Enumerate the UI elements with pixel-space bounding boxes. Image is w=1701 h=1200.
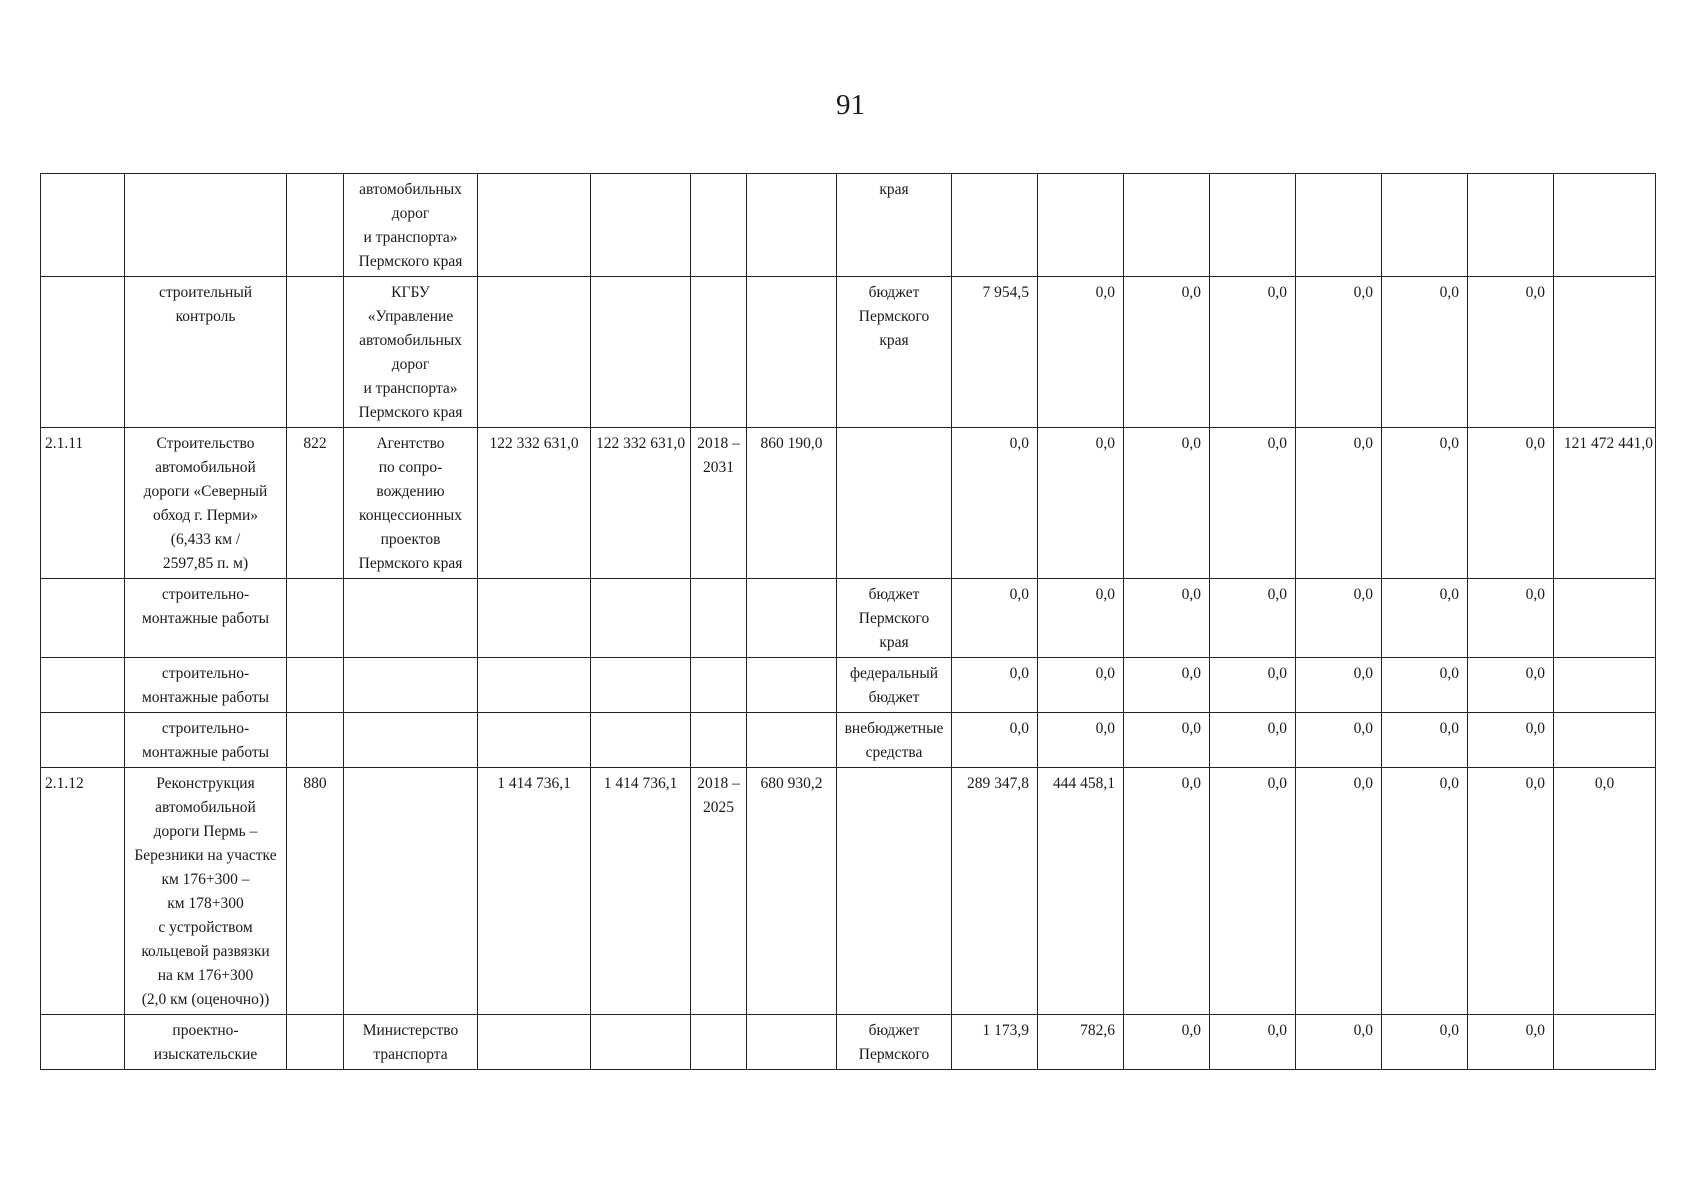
total-cost-cell <box>478 579 591 658</box>
cell-text: проектно- изыскательские <box>153 1022 258 1063</box>
cell-text: 0,0 <box>1439 586 1459 603</box>
cell-text: 0,0 <box>1525 586 1545 603</box>
cell-text: 289 347,8 <box>967 775 1029 792</box>
cell-text: автомобильных дорог и транспорта» Пермского края <box>358 181 463 270</box>
cell-text: Министерство транспорта <box>362 1022 459 1063</box>
estimated-cost-cell <box>591 713 691 768</box>
year-6-cell <box>1382 174 1468 277</box>
cell-text: 0,0 <box>1009 665 1029 682</box>
activity-name-cell <box>125 428 287 579</box>
year-4-cell <box>1210 277 1296 428</box>
year-3-cell <box>1124 713 1210 768</box>
cell-text: 0,0 <box>1439 665 1459 682</box>
table-row <box>41 428 1656 579</box>
year-5-cell <box>1296 579 1382 658</box>
cell-text: 0,0 <box>1181 775 1201 792</box>
cell-text: 1 414 736,1 <box>497 775 571 792</box>
year-8-cell <box>1554 1015 1656 1070</box>
estimated-cost-cell <box>591 658 691 713</box>
year-6-cell <box>1382 713 1468 768</box>
year-6-cell <box>1382 277 1468 428</box>
funding-source-cell <box>837 713 952 768</box>
cell-text: 0,0 <box>1525 775 1545 792</box>
table-row <box>41 713 1656 768</box>
estimated-cost-cell <box>591 1015 691 1070</box>
row-number-cell <box>41 658 125 713</box>
cell-text: 0,0 <box>1095 586 1115 603</box>
year-4-cell <box>1210 768 1296 1015</box>
cell-text: КГБУ «Управление автомобильных дорог и транспорта» Пермского края <box>358 284 463 421</box>
cell-text: 0,0 <box>1525 284 1545 301</box>
program-funding-table <box>40 173 1656 1070</box>
code-cell <box>287 713 344 768</box>
period-cell <box>691 768 747 1015</box>
estimated-cost-cell <box>591 174 691 277</box>
year-7-cell <box>1468 713 1554 768</box>
year-3-cell <box>1124 1015 1210 1070</box>
estimated-cost-cell <box>591 579 691 658</box>
cell-text: 0,0 <box>1267 435 1287 452</box>
executor-cell <box>344 174 478 277</box>
row-number-cell <box>41 277 125 428</box>
cell-text: Агентство по сопро- вождению концессионных проектов Пермского края <box>358 435 463 572</box>
period-cell <box>691 277 747 428</box>
cell-text: 0,0 <box>1525 435 1545 452</box>
year-8-cell <box>1554 428 1656 579</box>
row-number-cell <box>41 713 125 768</box>
year-3-cell <box>1124 768 1210 1015</box>
cell-text: бюджет Пермского края <box>858 284 930 349</box>
cell-text: 0,0 <box>1353 1022 1373 1039</box>
code-cell <box>287 1015 344 1070</box>
total-cost-cell <box>478 1015 591 1070</box>
total-cost-cell <box>478 713 591 768</box>
period-cell <box>691 579 747 658</box>
prior-financing-cell <box>747 1015 837 1070</box>
cell-text: 0,0 <box>1267 720 1287 737</box>
cell-text: 0,0 <box>1439 720 1459 737</box>
cell-text: 0,0 <box>1181 586 1201 603</box>
code-cell <box>287 277 344 428</box>
table-row <box>41 1015 1656 1070</box>
year-8-cell <box>1554 768 1656 1015</box>
year-5-cell <box>1296 658 1382 713</box>
year-1-cell <box>952 428 1038 579</box>
cell-text: 0,0 <box>1439 435 1459 452</box>
cell-text: 0,0 <box>1181 435 1201 452</box>
row-number-cell <box>41 768 125 1015</box>
cell-text: 0,0 <box>1353 586 1373 603</box>
cell-text: 680 930,2 <box>760 775 823 792</box>
prior-financing-cell <box>747 277 837 428</box>
funding-source-cell <box>837 768 952 1015</box>
period-cell <box>691 1015 747 1070</box>
year-4-cell <box>1210 174 1296 277</box>
cell-text: 1 414 736,1 <box>603 775 678 792</box>
year-7-cell <box>1468 768 1554 1015</box>
cell-text: Строительство автомобильной дороги «Северный обход г. Перми» (6,433 км / 2597,85 п. м) <box>143 435 268 572</box>
year-7-cell <box>1468 277 1554 428</box>
cell-text: 0,0 <box>1181 284 1201 301</box>
cell-text: строительно- монтажные работы <box>141 720 270 761</box>
year-5-cell <box>1296 277 1382 428</box>
cell-text: 0,0 <box>1095 665 1115 682</box>
year-5-cell <box>1296 174 1382 277</box>
cell-text: бюджет Пермского <box>858 1022 930 1063</box>
cell-text: 1 173,9 <box>982 1022 1029 1039</box>
cell-text: 0,0 <box>1525 720 1545 737</box>
executor-cell <box>344 277 478 428</box>
year-7-cell <box>1468 658 1554 713</box>
total-cost-cell <box>478 428 591 579</box>
total-cost-cell <box>478 277 591 428</box>
year-4-cell <box>1210 713 1296 768</box>
prior-financing-cell <box>747 579 837 658</box>
cell-text: края <box>879 181 909 198</box>
cell-text: строительно- монтажные работы <box>141 665 270 706</box>
activity-name-cell <box>125 1015 287 1070</box>
cell-text: 0,0 <box>1095 435 1115 452</box>
year-1-cell <box>952 713 1038 768</box>
executor-cell <box>344 579 478 658</box>
year-7-cell <box>1468 579 1554 658</box>
year-2-cell <box>1038 768 1124 1015</box>
cell-text: 0,0 <box>1181 1022 1201 1039</box>
cell-text: 0,0 <box>1009 586 1029 603</box>
year-5-cell <box>1296 713 1382 768</box>
row-number-cell <box>41 579 125 658</box>
activity-name-cell <box>125 579 287 658</box>
code-cell <box>287 658 344 713</box>
year-5-cell <box>1296 768 1382 1015</box>
table-row <box>41 579 1656 658</box>
period-cell <box>691 658 747 713</box>
cell-text: 2018 – 2025 <box>697 775 740 816</box>
cell-text: 0,0 <box>1095 284 1115 301</box>
year-7-cell <box>1468 174 1554 277</box>
year-4-cell <box>1210 428 1296 579</box>
table-row <box>41 768 1656 1015</box>
year-1-cell <box>952 658 1038 713</box>
cell-text: 0,0 <box>1267 665 1287 682</box>
year-3-cell <box>1124 579 1210 658</box>
year-5-cell <box>1296 1015 1382 1070</box>
prior-financing-cell <box>747 658 837 713</box>
year-3-cell <box>1124 658 1210 713</box>
estimated-cost-cell <box>591 768 691 1015</box>
year-7-cell <box>1468 1015 1554 1070</box>
year-2-cell <box>1038 277 1124 428</box>
cell-text: внебюджетные средства <box>844 720 944 761</box>
cell-text: 0,0 <box>1181 665 1201 682</box>
activity-name-cell <box>125 658 287 713</box>
cell-text: 822 <box>303 435 327 452</box>
executor-cell <box>344 713 478 768</box>
cell-text: Реконструкция автомобильной дороги Пермь – Березники на участке км 176+300 – км 178+300 с устройством кольцевой развязки на км 176+300 (2,0 км (оценочно)) <box>134 775 277 1008</box>
cell-text: 2018 – 2031 <box>697 435 740 476</box>
cell-text: бюджет Пермского края <box>858 586 930 651</box>
year-5-cell <box>1296 428 1382 579</box>
cell-text: 0,0 <box>1439 1022 1459 1039</box>
year-3-cell <box>1124 174 1210 277</box>
year-6-cell <box>1382 768 1468 1015</box>
funding-source-cell <box>837 1015 952 1070</box>
code-cell <box>287 579 344 658</box>
year-1-cell <box>952 277 1038 428</box>
executor-cell <box>344 768 478 1015</box>
cell-text: 2.1.11 <box>45 435 84 452</box>
row-number-cell <box>41 1015 125 1070</box>
year-8-cell <box>1554 713 1656 768</box>
cell-text: 0,0 <box>1267 586 1287 603</box>
funding-source-cell <box>837 277 952 428</box>
period-cell <box>691 428 747 579</box>
activity-name-cell <box>125 768 287 1015</box>
year-6-cell <box>1382 658 1468 713</box>
row-number-cell <box>41 174 125 277</box>
funding-source-cell <box>837 658 952 713</box>
cell-text: 860 190,0 <box>760 435 823 452</box>
activity-name-cell <box>125 713 287 768</box>
year-2-cell <box>1038 658 1124 713</box>
estimated-cost-cell <box>591 277 691 428</box>
year-7-cell <box>1468 428 1554 579</box>
cell-text: 0,0 <box>1525 665 1545 682</box>
cell-text: 122 332 631,0 <box>489 435 579 452</box>
year-1-cell <box>952 174 1038 277</box>
year-4-cell <box>1210 579 1296 658</box>
total-cost-cell <box>478 768 591 1015</box>
cell-text: 122 332 631,0 <box>595 435 686 452</box>
cell-text: 0,0 <box>1353 775 1373 792</box>
year-8-cell <box>1554 579 1656 658</box>
table-row <box>41 174 1656 277</box>
period-cell <box>691 713 747 768</box>
cell-text: 0,0 <box>1267 1022 1287 1039</box>
cell-text: 444 458,1 <box>1053 775 1115 792</box>
year-3-cell <box>1124 277 1210 428</box>
table-row <box>41 277 1656 428</box>
cell-text: 2.1.12 <box>45 775 84 792</box>
cell-text: 0,0 <box>1095 720 1115 737</box>
year-3-cell <box>1124 428 1210 579</box>
year-8-cell <box>1554 277 1656 428</box>
prior-financing-cell <box>747 174 837 277</box>
cell-text: 0,0 <box>1353 435 1373 452</box>
table-row <box>41 658 1656 713</box>
year-2-cell <box>1038 713 1124 768</box>
cell-text: 0,0 <box>1353 720 1373 737</box>
cell-text: 0,0 <box>1439 284 1459 301</box>
year-4-cell <box>1210 1015 1296 1070</box>
prior-financing-cell <box>747 428 837 579</box>
cell-text: 0,0 <box>1525 1022 1545 1039</box>
activity-name-cell <box>125 174 287 277</box>
cell-text: федеральный бюджет <box>849 665 939 706</box>
code-cell <box>287 768 344 1015</box>
executor-cell <box>344 1015 478 1070</box>
year-1-cell <box>952 768 1038 1015</box>
cell-text: 782,6 <box>1080 1022 1115 1039</box>
year-8-cell <box>1554 174 1656 277</box>
cell-text: 880 <box>303 775 327 792</box>
cell-text: 0,0 <box>1267 284 1287 301</box>
cell-text: 121 472 441,0 <box>1563 435 1653 452</box>
executor-cell <box>344 428 478 579</box>
prior-financing-cell <box>747 768 837 1015</box>
estimated-cost-cell <box>591 428 691 579</box>
cell-text: 0,0 <box>1181 720 1201 737</box>
code-cell <box>287 174 344 277</box>
cell-text: 0,0 <box>1439 775 1459 792</box>
year-1-cell <box>952 1015 1038 1070</box>
page-number: 91 <box>836 89 865 121</box>
total-cost-cell <box>478 174 591 277</box>
year-2-cell <box>1038 579 1124 658</box>
code-cell <box>287 428 344 579</box>
year-1-cell <box>952 579 1038 658</box>
year-4-cell <box>1210 658 1296 713</box>
cell-text: строительно- монтажные работы <box>141 586 270 627</box>
year-2-cell <box>1038 174 1124 277</box>
cell-text: строительный контроль <box>158 284 253 325</box>
cell-text: 7 954,5 <box>982 284 1029 301</box>
cell-text: 0,0 <box>1009 435 1029 452</box>
funding-source-cell <box>837 174 952 277</box>
cell-text: 0,0 <box>1009 720 1029 737</box>
period-cell <box>691 174 747 277</box>
year-6-cell <box>1382 1015 1468 1070</box>
year-6-cell <box>1382 428 1468 579</box>
cell-text: 0,0 <box>1594 775 1615 792</box>
year-2-cell <box>1038 428 1124 579</box>
year-2-cell <box>1038 1015 1124 1070</box>
cell-text: 0,0 <box>1267 775 1287 792</box>
cell-text: 0,0 <box>1353 284 1373 301</box>
activity-name-cell <box>125 277 287 428</box>
prior-financing-cell <box>747 713 837 768</box>
year-8-cell <box>1554 658 1656 713</box>
funding-source-cell <box>837 579 952 658</box>
cell-text: 0,0 <box>1353 665 1373 682</box>
executor-cell <box>344 658 478 713</box>
year-6-cell <box>1382 579 1468 658</box>
funding-source-cell <box>837 428 952 579</box>
total-cost-cell <box>478 658 591 713</box>
row-number-cell <box>41 428 125 579</box>
